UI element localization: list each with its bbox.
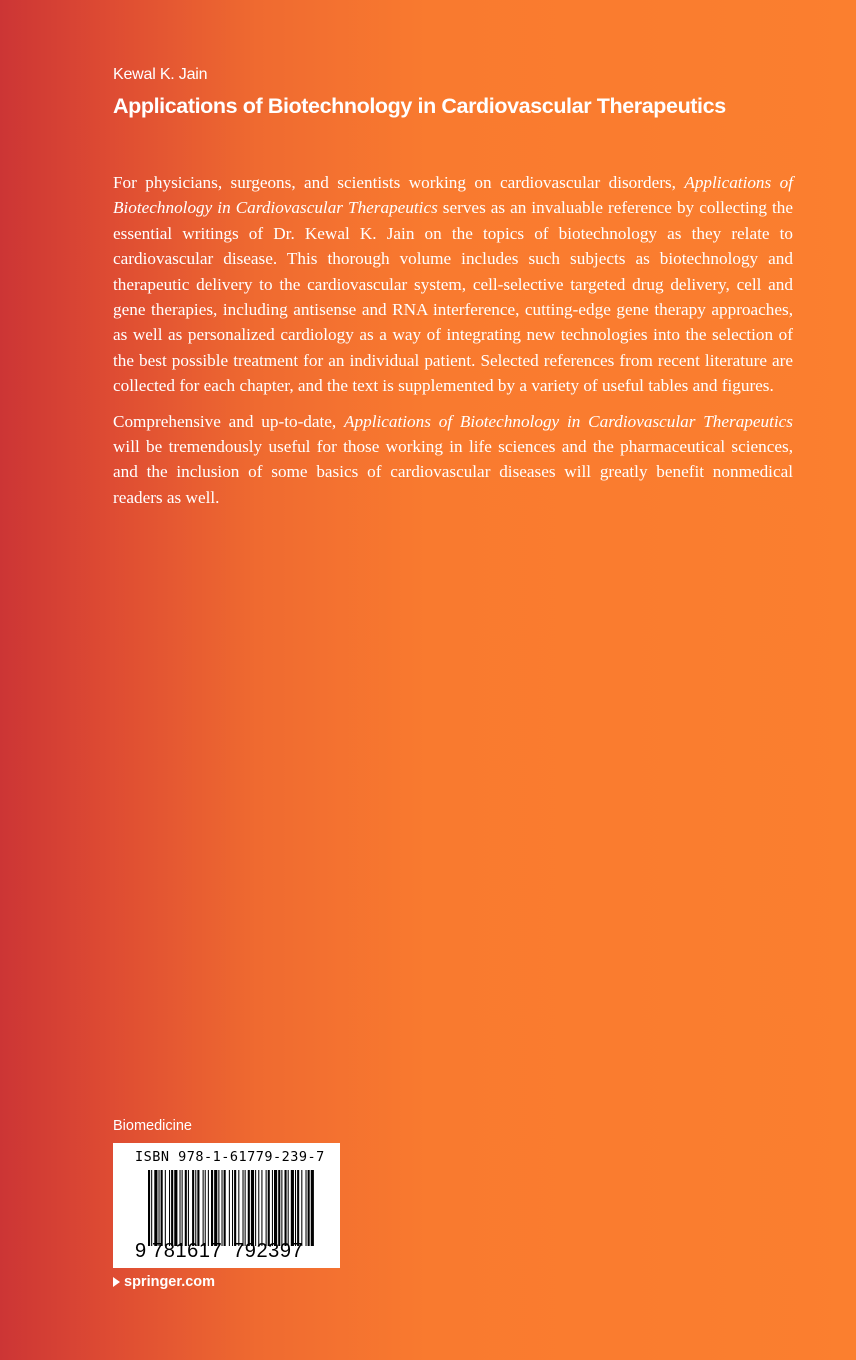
book-title: Applications of Biotechnology in Cardiovascular Therapeutics — [113, 94, 726, 118]
barcode-bar — [278, 1170, 280, 1246]
barcode-bar — [281, 1170, 282, 1246]
barcode-bar — [288, 1170, 289, 1246]
subject-category: Biomedicine — [113, 1118, 192, 1134]
barcode-bar — [224, 1170, 226, 1246]
barcode-bars — [148, 1170, 316, 1246]
barcode-bar — [274, 1170, 277, 1246]
isbn-digit-group-1: 781617 — [152, 1240, 223, 1262]
barcode-bar — [255, 1170, 256, 1246]
paragraph-1-text-end: serves as an invaluable reference by collecting the essential writings of Dr. Kewal K. Jain on the topics of biotechnology as they relate to cardiovascular disease. This thorough volume includes such subjects as biotechnology and therapeutic delivery to the cardiovascular system, cell-selective targeted drug delivery, cell and gene therapies, including antisense and RNA interference, cutting-edge gene therapy approaches, as well as personalized cardiology as a way of integrating new technologies into the selection of the best possible treatment for an individual patient. Selected references from recent literature are collected for each chapter, and the text is supplemented by a variety of useful tables and figures. — [113, 198, 793, 396]
barcode-bar — [192, 1170, 194, 1246]
barcode-bar — [159, 1170, 160, 1246]
website-label: springer.com — [124, 1274, 216, 1290]
barcode-bar — [258, 1170, 259, 1246]
barcode-bar — [234, 1170, 236, 1246]
isbn-digit-first: 9 — [135, 1240, 147, 1262]
barcode-bar — [195, 1170, 196, 1246]
isbn-barcode — [113, 1143, 340, 1268]
barcode-bar — [182, 1170, 183, 1246]
barcode-bar — [185, 1170, 187, 1246]
barcode-bar — [308, 1170, 310, 1246]
barcode-bar — [218, 1170, 219, 1246]
barcode-bar — [197, 1170, 199, 1246]
barcode-bar — [243, 1170, 244, 1246]
barcode-bar — [214, 1170, 217, 1246]
barcode-bar — [203, 1170, 204, 1246]
barcode-bar — [266, 1170, 267, 1246]
barcode-bar — [169, 1170, 170, 1246]
barcode-bar — [205, 1170, 206, 1246]
arrow-right-icon — [113, 1277, 120, 1287]
barcode-bar — [251, 1170, 254, 1246]
barcode-bar — [232, 1170, 233, 1246]
website-link[interactable] — [113, 1274, 215, 1290]
barcode-bar — [248, 1170, 250, 1246]
barcode-bar — [297, 1170, 299, 1246]
barcode-bar — [268, 1170, 270, 1246]
barcode-bar — [238, 1170, 239, 1246]
barcode-bar — [211, 1170, 213, 1246]
barcode-bar — [174, 1170, 177, 1246]
barcode-bar — [165, 1170, 166, 1246]
barcode-bar — [151, 1170, 152, 1246]
isbn-label: ISBN 978-1-61779-239-7 — [135, 1149, 325, 1165]
description-paragraph-2 — [113, 409, 793, 511]
description — [113, 170, 793, 520]
paragraph-2-book-title: Applications of Biotechnology in Cardiovascular Therapeutics — [344, 411, 793, 431]
barcode-bar — [295, 1170, 296, 1246]
paragraph-1-text-start: For physicians, surgeons, and scientists working on cardiovascular disorders, — [113, 173, 685, 192]
barcode-bar — [171, 1170, 173, 1246]
barcode-bar — [272, 1170, 273, 1246]
barcode-bar — [306, 1170, 307, 1246]
paragraph-2-text-end: will be tremendously useful for those working in life sciences and the pharmaceutical sciences, and the inclusion of some basics of cardiovascular diseases will greatly benefit nonmedical readers as well. — [113, 437, 793, 507]
barcode-bar — [301, 1170, 302, 1246]
author-name: Kewal K. Jain — [113, 66, 208, 83]
barcode-bar — [161, 1170, 163, 1246]
barcode-bar — [180, 1170, 181, 1246]
barcode-bar — [154, 1170, 157, 1246]
barcode-bar — [229, 1170, 230, 1246]
barcode-bar — [222, 1170, 223, 1246]
paragraph-2-text-start: Comprehensive and up-to-date, — [113, 411, 345, 431]
barcode-bar — [245, 1170, 246, 1246]
barcode-bar — [148, 1170, 150, 1246]
barcode-bar — [208, 1170, 209, 1246]
paragraph-1-book-title: Applications of Biotechnology in Cardiovascular Therapeutics — [113, 173, 793, 218]
barcode-bar — [261, 1170, 262, 1246]
barcode-bar — [311, 1170, 314, 1246]
description-paragraph-1 — [113, 170, 793, 399]
isbn-digit-group-2: 792397 — [233, 1240, 304, 1262]
barcode-bar — [291, 1170, 294, 1246]
barcode-bar — [285, 1170, 287, 1246]
barcode-bar — [188, 1170, 189, 1246]
